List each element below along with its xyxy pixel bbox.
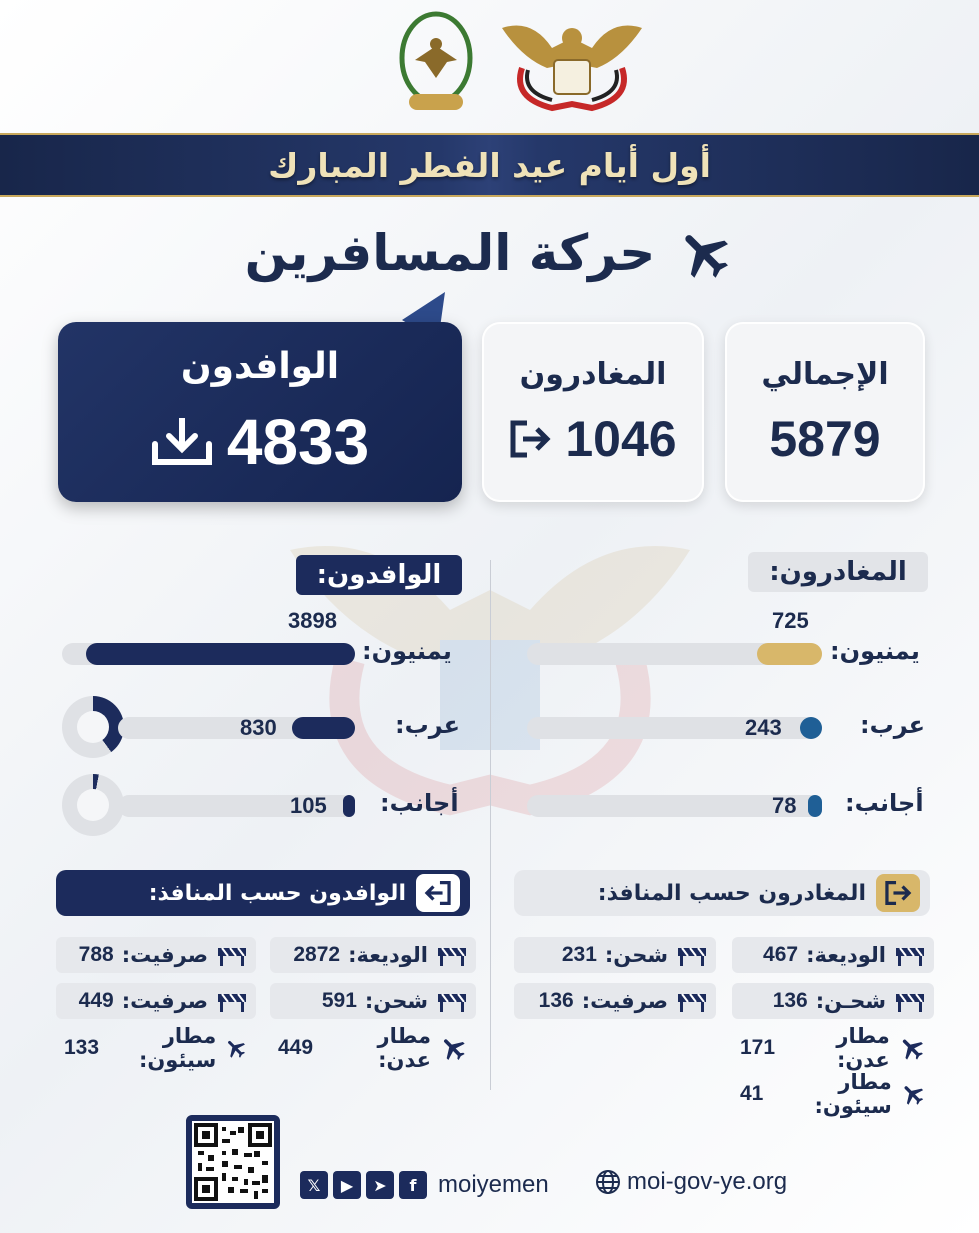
arrival-port-item: شحن: 591 [270,983,476,1019]
title-banner [0,133,979,197]
qr-code[interactable] [186,1115,280,1209]
departures-yemeni-value: 725 [772,608,809,633]
barrier-icon [216,988,248,1014]
total-card [725,322,925,502]
barrier-icon [676,942,708,968]
airplane-icon [675,223,735,283]
arrival-port-item: صرفيت: 788 [56,937,256,973]
globe-icon [595,1169,621,1195]
exit-icon [509,419,551,459]
youtube-icon[interactable]: ▶ [333,1171,361,1199]
departures-foreign-label: أجانب: [845,789,924,817]
arrivals-card [58,322,462,502]
arrivals-yemeni-label: يمنيون: [362,637,452,665]
arrivals-arab-value: 830 [240,715,277,740]
barrier-icon [894,988,926,1014]
x-icon[interactable]: 𝕏 [300,1171,328,1199]
departure-port-item: شحـن: 136 [732,983,934,1019]
arrival-port-item: مطار سيئون: 133 [56,1030,256,1066]
plane-icon [898,1033,926,1063]
main-title-text: حركة المسافرين [244,224,656,282]
barrier-icon [216,942,248,968]
arrivals-foreign-bar [343,795,355,817]
banner-title: أول أيام عيد الفطر المبارك [268,145,711,185]
barrier-icon [436,988,468,1014]
arrivals-arab-donut-hole [77,711,109,743]
arrival-ports-header [56,870,470,916]
plane-icon [224,1033,248,1063]
download-icon [151,418,213,466]
social-handle[interactable]: moiyemen [438,1171,549,1198]
departure-ports-header [514,870,930,916]
enter-icon [416,874,460,912]
qr-code-icon [192,1121,274,1203]
telegram-icon[interactable]: ➤ [366,1171,394,1199]
arrivals-section-title: الوافدون: [296,555,462,595]
departures-foreign-value: 78 [772,793,797,818]
barrier-icon [894,942,926,968]
departures-arab-bar [800,717,822,739]
barrier-icon [436,942,468,968]
departures-arab-value: 243 [745,715,782,740]
arrivals-card-label: الوافدون [180,345,340,387]
arrival-port-item: صرفيت: 449 [56,983,256,1019]
departures-card [482,322,704,502]
arrival-port-item: مطار عدن: 449 [270,1030,476,1066]
departure-port-item: صرفيت: 136 [514,983,716,1019]
departures-yemeni-label: يمنيون: [830,637,920,665]
departures-card-label: المغادرون [519,356,667,392]
arrivals-foreign-value: 105 [290,793,327,818]
arrivals-foreign-donut-hole [77,789,109,821]
arrivals-yemeni-value: 3898 [288,608,337,633]
main-title [230,218,750,288]
social-links [300,1170,549,1200]
arrivals-foreign-label: أجانب: [380,789,459,817]
plane-icon [439,1033,468,1063]
departures-section-title: المغادرون: [748,552,928,592]
header-emblems [0,8,979,118]
departure-ports-title: المغادرون حسب المنافذ: [597,880,866,906]
exit-icon [876,874,920,912]
arrivals-yemeni-bar [86,643,355,665]
plane-icon [900,1079,926,1109]
total-card-value: 5879 [769,410,881,467]
departure-port-item: مطار عدن: 171 [732,1030,934,1066]
facebook-icon[interactable]: f [399,1171,427,1199]
website-text: moi-gov-ye.org [627,1168,788,1195]
website-link[interactable] [595,1168,787,1196]
republic-emblem-icon [492,8,652,116]
arrival-ports-title: الوافدون حسب المنافذ: [148,880,406,906]
arrival-port-item: الوديعة: 2872 [270,937,476,973]
departures-card-value: 1046 [565,410,677,467]
arrivals-arab-bar [292,717,355,739]
departures-foreign-bar [808,795,822,817]
total-card-label: الإجمالي [761,356,889,392]
column-divider [490,560,491,1090]
departures-arab-label: عرب: [860,711,926,739]
departure-port-item: مطار سيئون: 41 [732,1076,934,1112]
departure-port-item: شحن: 231 [514,937,716,973]
arrivals-arab-label: عرب: [395,711,461,739]
arrivals-card-value: 4833 [226,405,370,478]
departure-port-item: الوديعة: 467 [732,937,934,973]
ministry-emblem-icon [395,8,477,116]
barrier-icon [676,988,708,1014]
departures-yemeni-bar [757,643,822,665]
